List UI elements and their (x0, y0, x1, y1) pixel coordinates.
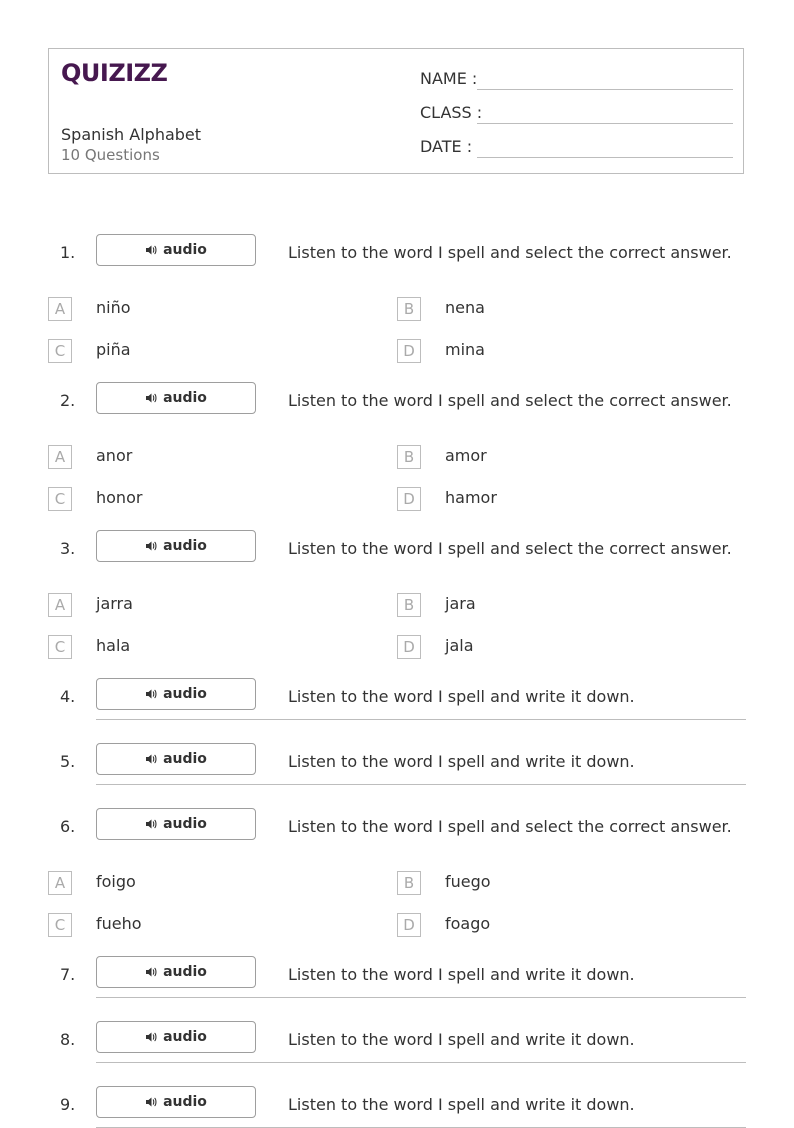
question-prompt: Listen to the word I spell and write it down. (288, 1030, 635, 1049)
option-text: niño (96, 298, 131, 317)
option-letter-box[interactable]: C (48, 913, 72, 937)
speaker-icon (145, 1096, 157, 1108)
question-prompt: Listen to the word I spell and select the correct answer. (288, 817, 732, 836)
question-number: 4. (60, 687, 76, 706)
question-prompt: Listen to the word I spell and write it down. (288, 1095, 635, 1114)
answer-line[interactable] (96, 719, 746, 720)
option-d[interactable] (397, 339, 697, 365)
option-letter-box[interactable]: D (397, 913, 421, 937)
option-letter-box[interactable]: C (48, 635, 72, 659)
name-line[interactable] (477, 89, 733, 90)
audio-button[interactable] (96, 1086, 256, 1118)
speaker-icon (145, 540, 157, 552)
option-a[interactable] (48, 445, 348, 471)
answer-line[interactable] (96, 997, 746, 998)
audio-label: audio (163, 538, 207, 554)
question-number: 8. (60, 1030, 76, 1049)
option-text: fuego (445, 872, 491, 891)
speaker-icon (145, 392, 157, 404)
question-count: 10 Questions (61, 146, 160, 164)
option-text: jala (445, 636, 474, 655)
question-prompt: Listen to the word I spell and write it down. (288, 687, 635, 706)
option-letter-box[interactable]: B (397, 593, 421, 617)
audio-label: audio (163, 964, 207, 980)
speaker-icon (145, 688, 157, 700)
answer-line[interactable] (96, 784, 746, 785)
option-a[interactable] (48, 871, 348, 897)
option-text: honor (96, 488, 143, 507)
audio-button[interactable] (96, 743, 256, 775)
option-letter-box[interactable]: A (48, 871, 72, 895)
option-text: foago (445, 914, 491, 933)
audio-button[interactable] (96, 234, 256, 266)
name-label: NAME : (420, 69, 478, 88)
option-text: amor (445, 446, 487, 465)
option-letter-box[interactable]: C (48, 339, 72, 363)
question-prompt: Listen to the word I spell and write it down. (288, 752, 635, 771)
audio-label: audio (163, 1029, 207, 1045)
question-prompt: Listen to the word I spell and select the correct answer. (288, 539, 732, 558)
option-text: piña (96, 340, 131, 359)
speaker-icon (145, 244, 157, 256)
audio-label: audio (163, 242, 207, 258)
audio-label: audio (163, 751, 207, 767)
option-a[interactable] (48, 297, 348, 323)
question-number: 2. (60, 391, 76, 410)
question-prompt: Listen to the word I spell and write it down. (288, 965, 635, 984)
worksheet-title: Spanish Alphabet (61, 125, 202, 144)
option-letter-box[interactable]: D (397, 635, 421, 659)
quizizz-logo: QUIZIZZ (61, 59, 168, 87)
answer-line[interactable] (96, 1062, 746, 1063)
option-letter-box[interactable]: A (48, 593, 72, 617)
option-letter-box[interactable]: B (397, 297, 421, 321)
question-number: 7. (60, 965, 76, 984)
option-c[interactable] (48, 913, 348, 939)
audio-label: audio (163, 686, 207, 702)
option-b[interactable] (397, 871, 697, 897)
date-label: DATE : (420, 137, 473, 156)
option-text: nena (445, 298, 485, 317)
audio-label: audio (163, 390, 207, 406)
option-b[interactable] (397, 297, 697, 323)
audio-button[interactable] (96, 530, 256, 562)
option-d[interactable] (397, 913, 697, 939)
audio-label: audio (163, 816, 207, 832)
question-number: 6. (60, 817, 76, 836)
option-letter-box[interactable]: B (397, 445, 421, 469)
speaker-icon (145, 753, 157, 765)
option-letter-box[interactable]: A (48, 445, 72, 469)
option-text: fueho (96, 914, 142, 933)
question-number: 1. (60, 243, 76, 262)
audio-button[interactable] (96, 382, 256, 414)
option-text: hamor (445, 488, 497, 507)
option-c[interactable] (48, 635, 348, 661)
question-prompt: Listen to the word I spell and select the correct answer. (288, 243, 732, 262)
option-text: foigo (96, 872, 136, 891)
date-line[interactable] (477, 157, 733, 158)
option-letter-box[interactable]: B (397, 871, 421, 895)
option-text: hala (96, 636, 131, 655)
question-number: 3. (60, 539, 76, 558)
option-letter-box[interactable]: A (48, 297, 72, 321)
speaker-icon (145, 818, 157, 830)
option-letter-box[interactable]: D (397, 339, 421, 363)
option-b[interactable] (397, 445, 697, 471)
question-prompt: Listen to the word I spell and select the correct answer. (288, 391, 732, 410)
audio-button[interactable] (96, 808, 256, 840)
audio-label: audio (163, 1094, 207, 1110)
option-c[interactable] (48, 487, 348, 513)
audio-button[interactable] (96, 678, 256, 710)
option-d[interactable] (397, 487, 697, 513)
option-d[interactable] (397, 635, 697, 661)
audio-button[interactable] (96, 956, 256, 988)
option-a[interactable] (48, 593, 348, 619)
option-text: mina (445, 340, 485, 359)
speaker-icon (145, 1031, 157, 1043)
option-text: anor (96, 446, 133, 465)
speaker-icon (145, 966, 157, 978)
audio-button[interactable] (96, 1021, 256, 1053)
option-c[interactable] (48, 339, 348, 365)
option-letter-box[interactable]: D (397, 487, 421, 511)
class-line[interactable] (477, 123, 733, 124)
option-text: jarra (96, 594, 133, 613)
option-b[interactable] (397, 593, 697, 619)
class-label: CLASS : (420, 103, 483, 122)
option-letter-box[interactable]: C (48, 487, 72, 511)
question-number: 9. (60, 1095, 76, 1114)
option-text: jara (445, 594, 476, 613)
question-number: 5. (60, 752, 76, 771)
worksheet-header (48, 48, 744, 174)
